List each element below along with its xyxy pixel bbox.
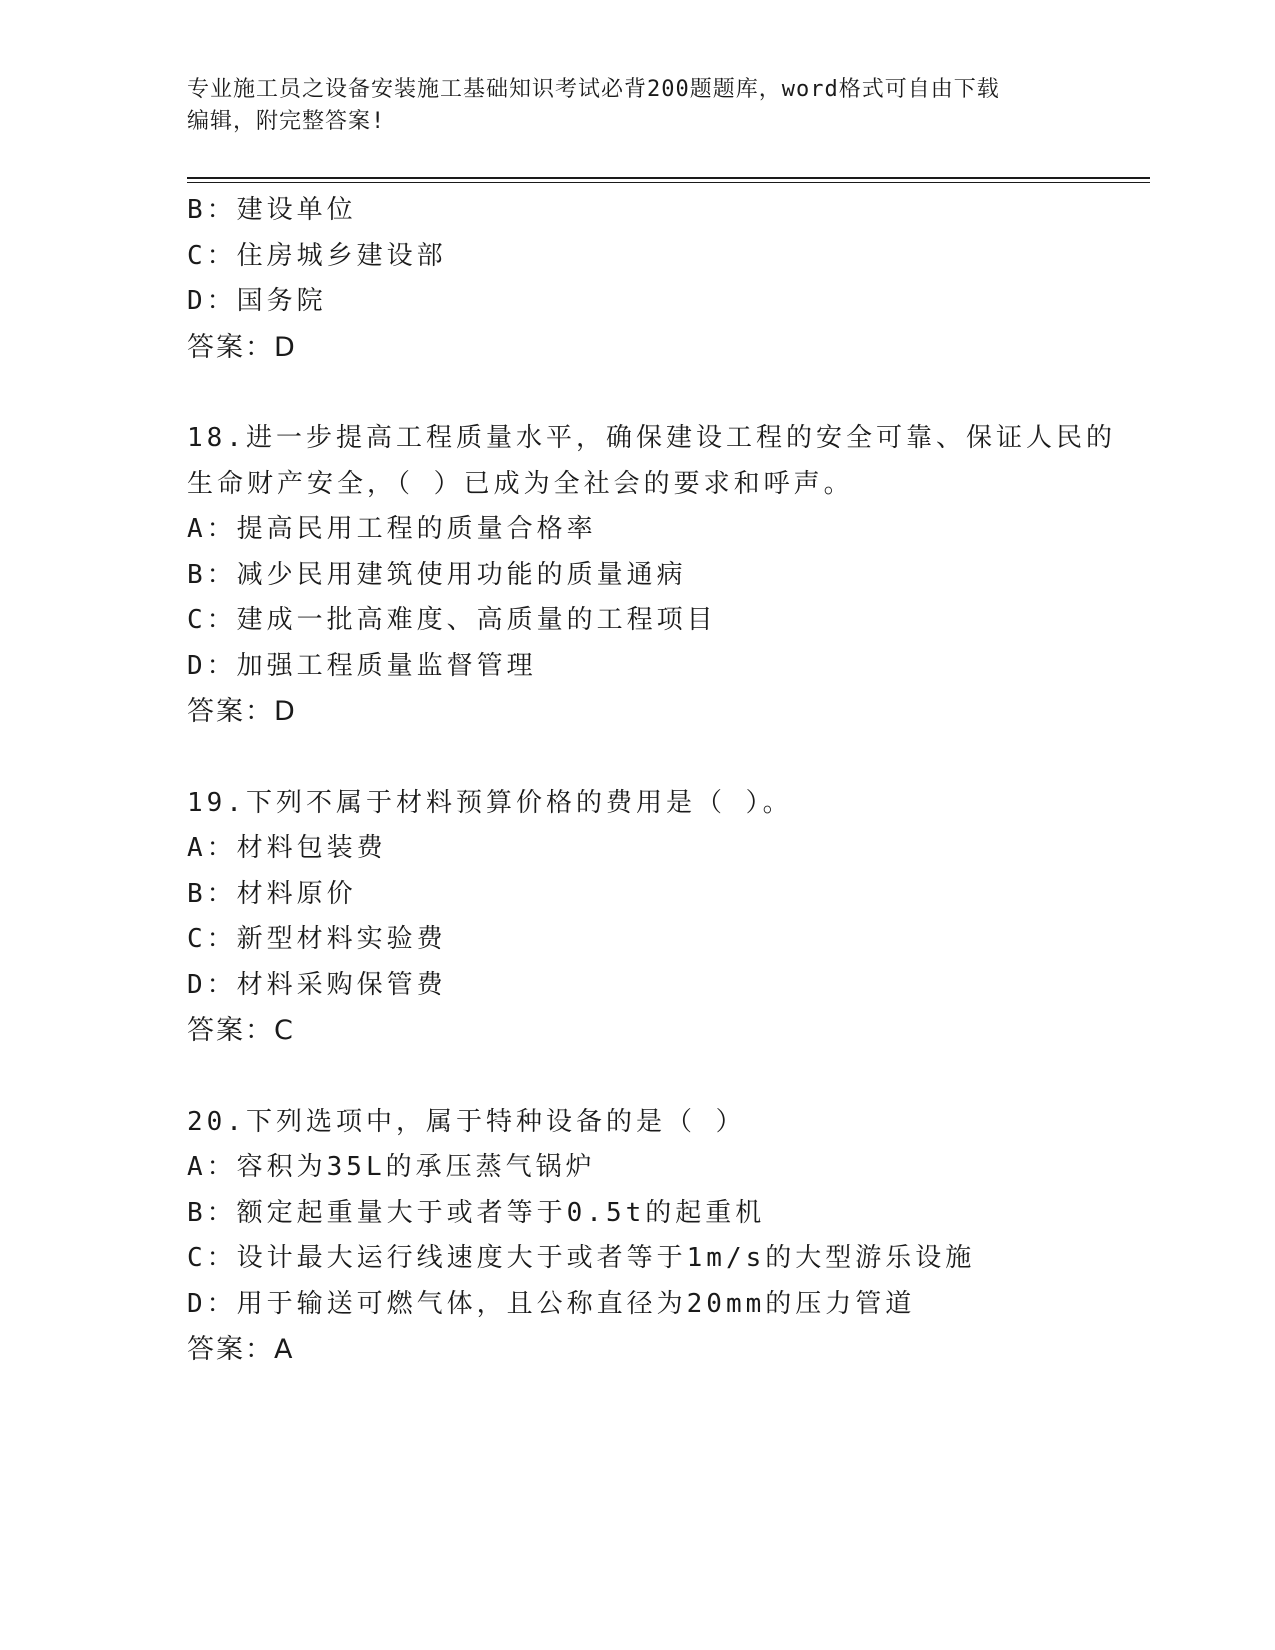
page-header	[187, 74, 1067, 138]
q18-answer: 答案：D	[187, 696, 297, 727]
q19-option-b: B：材料原价	[187, 878, 357, 909]
q18-option-d: D：加强工程质量监督管理	[187, 650, 537, 681]
q17-option-b: B：建设单位	[187, 195, 357, 225]
spacer	[187, 1054, 1117, 1100]
spacer	[187, 735, 1117, 781]
header-divider-thin	[187, 182, 1150, 183]
question-17	[187, 188, 1117, 370]
header-title-line-2: 编辑，附完整答案!	[187, 109, 386, 134]
q19-option-a: A：材料包装费	[187, 833, 387, 863]
q20-stem: 20.下列选项中，属于特种设备的是（ ）	[187, 1106, 746, 1137]
q20-answer: 答案：A	[187, 1334, 295, 1365]
q18-option-c: C：建成一批高难度、高质量的工程项目	[187, 605, 717, 635]
question-18	[187, 416, 1117, 735]
q17-option-d: D：国务院	[187, 286, 327, 316]
q18-stem-line-2: 生命财产安全，（ ）已成为全社会的要求和呼声。	[187, 468, 854, 499]
q18-stem-line-1: 18.进一步提高工程质量水平，确保建设工程的安全可靠、保证人民的	[187, 423, 1116, 453]
q20-option-a: A：容积为35L的承压蒸气锅炉	[187, 1152, 596, 1182]
q17-answer: 答案：D	[187, 331, 297, 363]
header-divider-thick	[187, 177, 1150, 179]
q19-answer: 答案：C	[187, 1015, 295, 1046]
header-title-line-1: 专业施工员之设备安装施工基础知识考试必背200题题库，word格式可自由下载	[187, 77, 1000, 102]
question-20	[187, 1100, 1117, 1373]
q20-option-c: C：设计最大运行线速度大于或者等于1m/s的大型游乐设施	[187, 1243, 976, 1273]
q17-option-c: C：住房城乡建设部	[187, 240, 447, 271]
spacer	[187, 370, 1117, 416]
q19-option-d: D：材料采购保管费	[187, 969, 447, 1000]
q18-option-a: A：提高民用工程的质量合格率	[187, 514, 597, 544]
q20-option-d: D：用于输送可燃气体，且公称直径为20mm的压力管道	[187, 1288, 916, 1319]
q19-option-c: C：新型材料实验费	[187, 924, 447, 954]
question-19	[187, 781, 1117, 1054]
q19-stem: 19.下列不属于材料预算价格的费用是（ ）。	[187, 787, 793, 818]
question-list	[187, 188, 1117, 1373]
q20-option-b: B：额定起重量大于或者等于0.5t的起重机	[187, 1197, 766, 1228]
q18-option-b: B：减少民用建筑使用功能的质量通病	[187, 559, 687, 590]
